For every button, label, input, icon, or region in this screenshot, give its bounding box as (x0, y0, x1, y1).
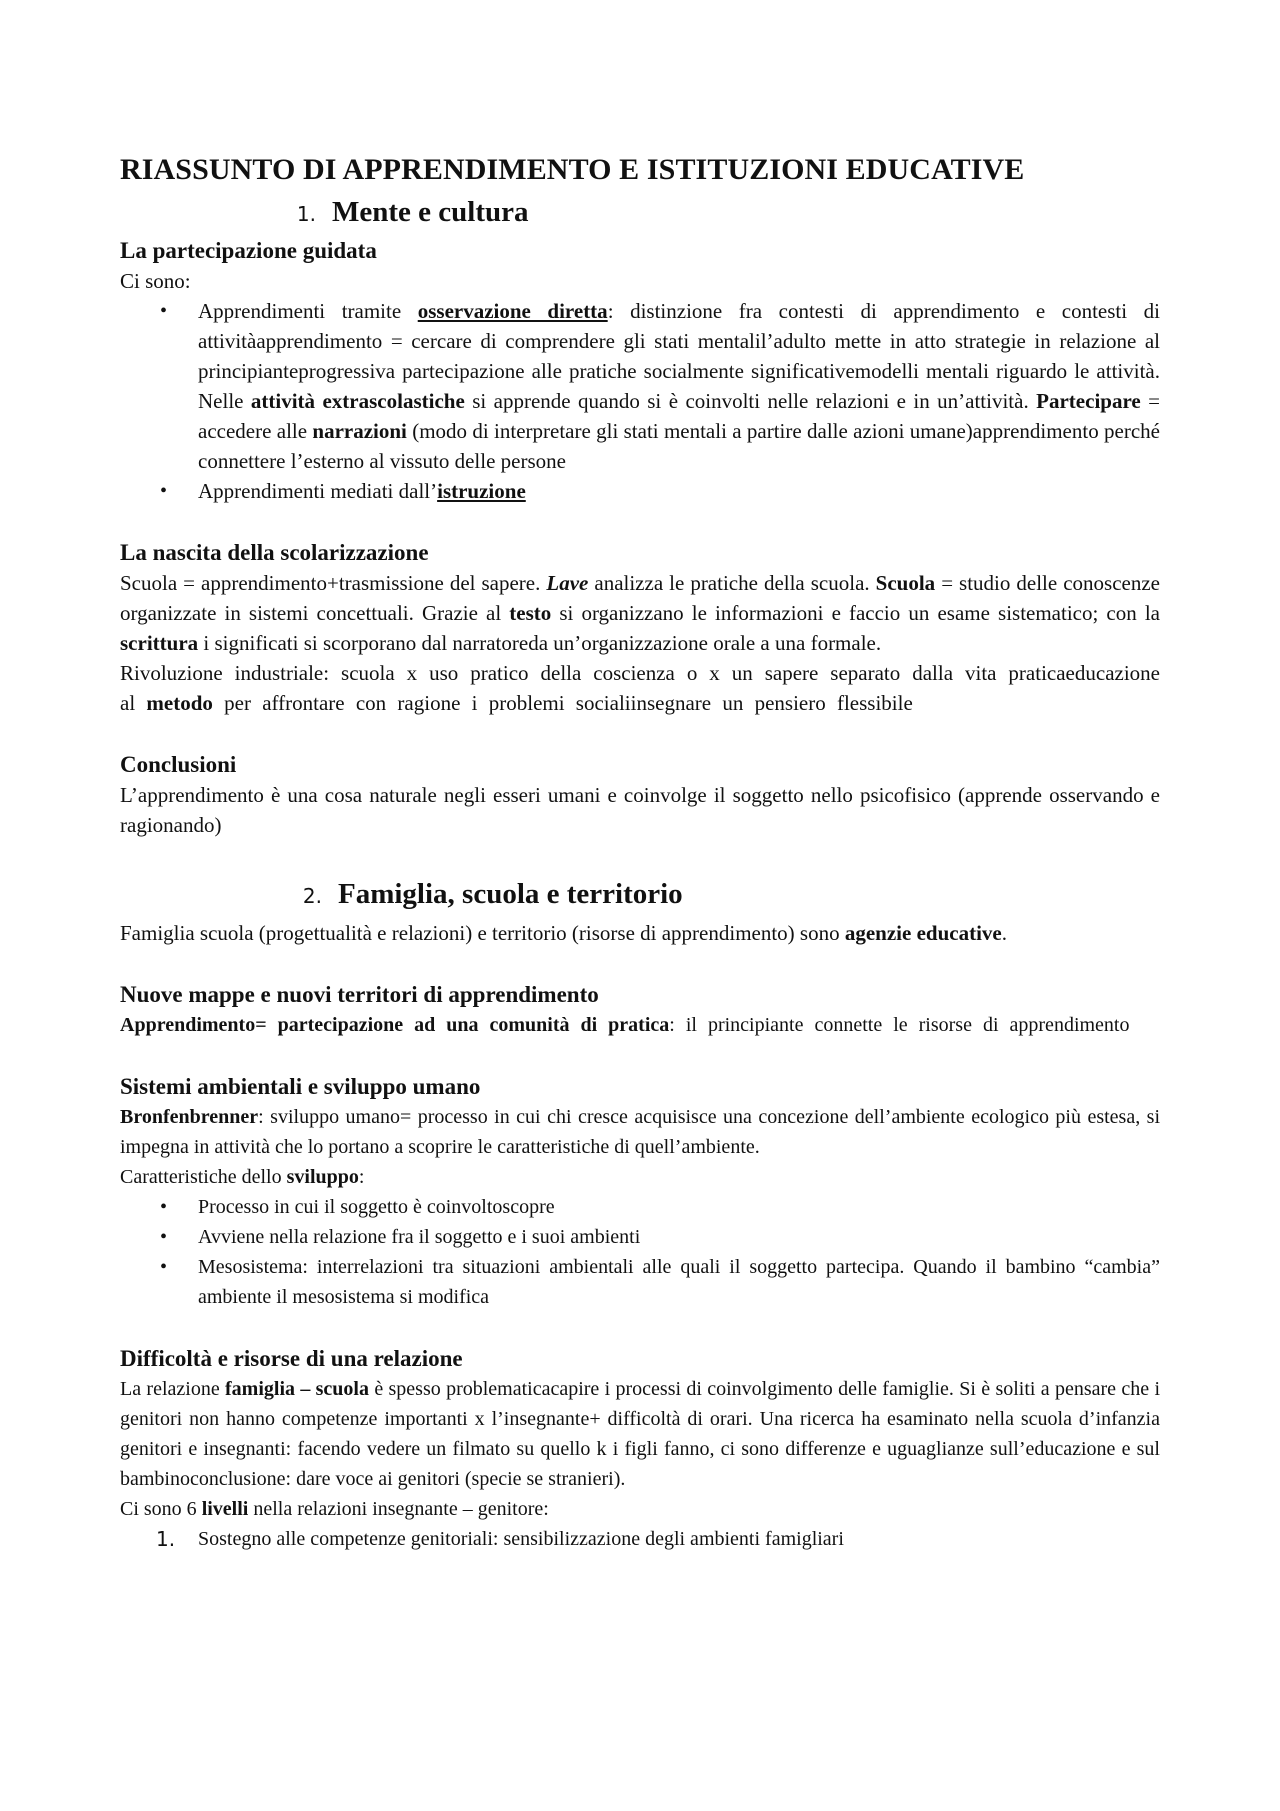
list-item (120, 1192, 1160, 1222)
paragraph (120, 1162, 1160, 1192)
bold-term: Bronfenbrenner (120, 1106, 259, 1128)
list-item (120, 476, 1160, 506)
underlined-term: istruzione (437, 479, 526, 503)
text-run: = accedere alle (198, 389, 1160, 443)
bullet-icon: • (160, 480, 168, 502)
text-run: (modo di interpretare gli stati mentali a partire dalle azioni umane)apprendimento perché connettere l’esterno al vissuto delle persone (198, 419, 1160, 473)
text-run: per affrontare con ragione i problemi socialiinsegnare un pensiero flessibile (212, 691, 913, 715)
text-run: Famiglia scuola (progettualità e relazioni) e territorio (risorse di apprendimento) sono (120, 921, 845, 945)
paragraph (120, 1102, 1160, 1162)
list-item (120, 1252, 1160, 1312)
chapter-2-heading (120, 876, 1160, 912)
bold-term: livelli (201, 1498, 249, 1520)
list-item-text: Avviene nella relazione fra il soggetto e i suoi ambienti (198, 1226, 641, 1248)
chapter-number: 1. (296, 202, 316, 226)
section-intro: Ci sono: (120, 269, 191, 293)
paragraph (120, 658, 1160, 718)
bold-term: testo (509, 601, 552, 625)
list-number: 1. (156, 1527, 176, 1551)
numbered-list-livelli (120, 1524, 1160, 1554)
bullet-icon: • (160, 300, 168, 322)
text-run: analizza le pratiche della scuola. (588, 571, 876, 595)
text-run: Apprendimenti tramite (198, 299, 418, 323)
list-item (120, 1524, 1160, 1554)
chapter-title: Famiglia, scuola e territorio (338, 878, 683, 910)
chapter-title: Mente e cultura (332, 196, 529, 228)
document-title: RIASSUNTO DI APPRENDIMENTO E ISTITUZIONI EDUCATIVE (120, 153, 1025, 186)
text-run: Apprendimenti mediati dall’ (198, 479, 438, 503)
text-run: : (358, 1166, 365, 1188)
text-run: : sviluppo umano= processo in cui chi cresce acquisisce una concezione dell’ambiente ecologico più estesa, si impegna in attività che lo portano a scoprire le caratteristiche di quell’ambiente. (120, 1106, 1160, 1158)
list-item-text: Mesosistema: interrelazioni tra situazioni ambientali alle quali il soggetto partecipa. Quando il bambino “cambia” ambiente il mesosistema si modifica (198, 1256, 1160, 1308)
text-run: Caratteristiche dello (120, 1166, 287, 1188)
section-heading-conclusioni: Conclusioni (120, 752, 237, 777)
bold-term: famiglia – scuola (225, 1378, 369, 1400)
text-run: è spesso problematicacapire i processi di coinvolgimento delle famiglie. Si è soliti a pensare che i genitori non hanno competenze importanti x l’insegnante+ difficoltà di orari. Una ricerca ha esaminato nella scuola d’infanzia genitori e insegnanti: facendo vedere un filmato su quello k i figli fanno, ci sono differenze e uguaglianze sull’educazione e sul bambinoconclusione: dare voce ai genitori (specie se stranieri). (120, 1378, 1160, 1490)
text-run: Scuola = apprendimento+trasmissione del sapere. (120, 571, 547, 595)
section-heading-sistemi: Sistemi ambientali e sviluppo umano (120, 1074, 481, 1099)
paragraph (120, 918, 1160, 948)
bold-term: Partecipare (1036, 389, 1141, 413)
list-item (120, 1222, 1160, 1252)
paragraph (120, 568, 1160, 658)
list-item-text: Processo in cui il soggetto è coinvoltoscopre (198, 1196, 555, 1218)
text-run: si organizzano le informazioni e faccio un esame sistematico; con la (551, 601, 1160, 625)
text-run: si apprende quando si è coinvolti nelle relazioni e in un’attività. (464, 389, 1037, 413)
document-page (120, 150, 1160, 1554)
underlined-term: osservazione diretta (417, 299, 608, 323)
chapter-1-heading (120, 194, 1160, 230)
paragraph: L’apprendimento è una cosa naturale negli esseri umani e coinvolge il soggetto nello psicofisico (apprende osservando e ragionando) (120, 783, 1160, 837)
text-run: La relazione (120, 1378, 226, 1400)
bold-term: Apprendimento= partecipazione ad una comunità di pratica (120, 1014, 670, 1036)
bold-term: agenzie educative (844, 921, 1002, 945)
text-run: Ci sono 6 (120, 1498, 202, 1520)
bullet-list-sviluppo (120, 1192, 1160, 1312)
section-heading-partecipazione: La partecipazione guidata (120, 238, 377, 263)
section-heading-scolarizzazione: La nascita della scolarizzazione (120, 540, 429, 565)
paragraph (120, 1010, 1160, 1040)
bold-term: sviluppo (286, 1166, 359, 1188)
bullet-icon: • (160, 1196, 168, 1218)
list-item (120, 296, 1160, 476)
text-run: : distinzione fra contesti di apprendimento e contesti di attivitàapprendimento = cercare di comprendere gli stati mentalil’adulto mette in atto strategie in relazione al principianteprogressiva partecipazione alle pratiche socialmente significativemodelli mentali riguardo le attività. Nelle (198, 299, 1160, 413)
bold-term: scrittura (120, 631, 199, 655)
bold-term: Scuola (875, 571, 936, 595)
text-run: i significati si scorporano dal narratoreda un’organizzazione orale a una formale. (198, 631, 882, 655)
bold-italic-term: Lave (546, 571, 589, 595)
bullet-list-partecipazione (120, 296, 1160, 506)
bold-term: attività extrascolastiche (250, 389, 465, 413)
list-item-text: Sostegno alle competenze genitoriali: sensibilizzazione degli ambienti famigliari (198, 1528, 844, 1550)
section-heading-mappe: Nuove mappe e nuovi territori di apprendimento (120, 982, 599, 1007)
text-run: . (1001, 921, 1007, 945)
bullet-icon: • (160, 1256, 168, 1278)
text-run: : il principiante connette le risorse di apprendimento (669, 1014, 1130, 1036)
paragraph (120, 1374, 1160, 1494)
chapter-number: 2. (302, 884, 322, 908)
bold-term: narrazioni (312, 419, 407, 443)
bullet-icon: • (160, 1226, 168, 1248)
text-run: nella relazioni insegnante – genitore: (248, 1498, 549, 1520)
text-run: Rivoluzione industriale: scuola x uso pratico della coscienza o x un sapere separato dalla vita praticaeducazione al (120, 661, 1160, 715)
paragraph (120, 1494, 1160, 1524)
bold-term: metodo (146, 691, 213, 715)
section-heading-difficolta: Difficoltà e risorse di una relazione (120, 1346, 463, 1371)
text-run: = studio delle conoscenze organizzate in sistemi concettuali. Grazie al (120, 571, 1160, 625)
